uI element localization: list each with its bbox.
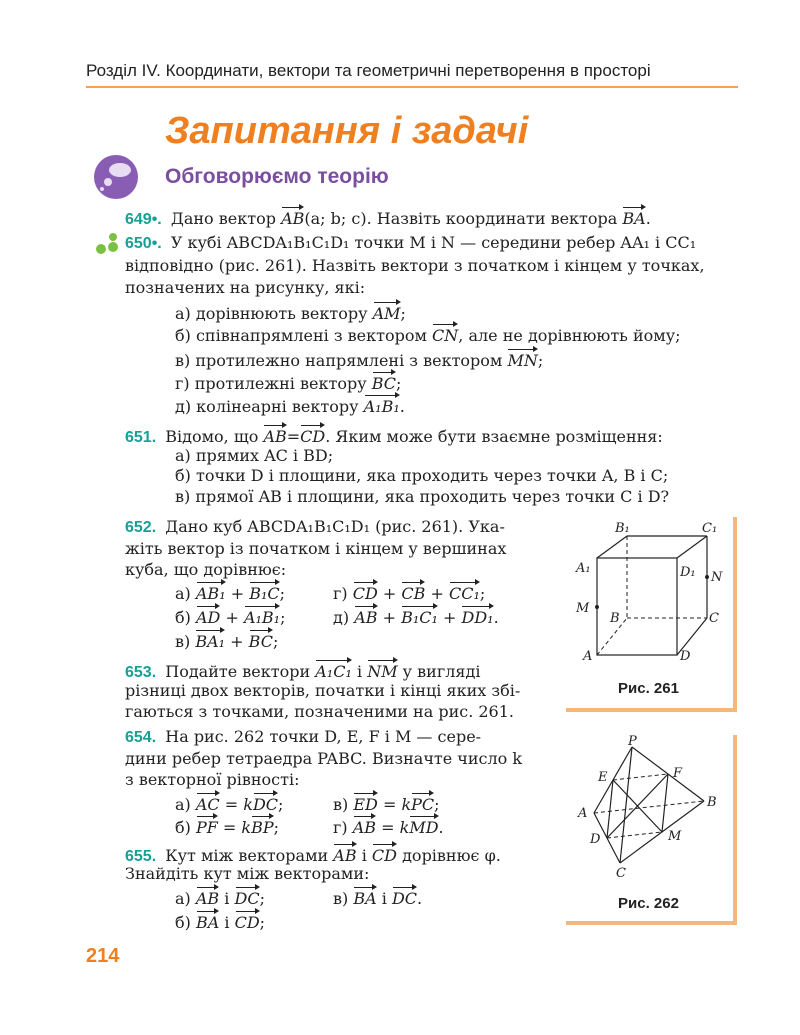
running-header: Розділ IV. Координати, вектори та геометричні перетворення в просторі [86, 61, 651, 80]
problem-652-g: г) CD + CB + CC₁; [333, 581, 485, 604]
label-C1: C₁ [702, 521, 718, 536]
problem-652-line2: жіть вектор із початком і кінцем у вершинах [125, 539, 507, 558]
fig262-frame-bottom [566, 921, 737, 925]
label-B: B [707, 795, 717, 810]
label-M: M [576, 601, 590, 616]
problem-655-v: в) BA і DC. [333, 886, 422, 909]
problem-654-g: г) AB = kMD. [333, 815, 444, 838]
problem-653: 653. Подайте вектори A₁C₁ і NM у вигляді [125, 659, 480, 683]
label-D1: D₁ [680, 565, 696, 580]
problem-652-b: б) AD + A₁B₁; [175, 605, 285, 628]
discussion-bubble-icon [92, 153, 140, 201]
problem-652-c: в) BA₁ + BC; [175, 629, 278, 652]
label-C: C [709, 611, 719, 626]
problem-652-line3: куба, що дорівнює: [125, 560, 287, 579]
problem-650-b: б) співнапрямлені з вектором CN, але не дорівнюють йому; [175, 323, 681, 346]
fig262-caption: Рис. 262 [618, 895, 679, 912]
problem-651-a: а) прямих AC і BD; [175, 446, 334, 465]
label-A: A [578, 806, 588, 821]
label-E: E [598, 770, 608, 785]
problem-651-c: в) прямої AB і площини, яка проходить через точки C і D? [175, 487, 670, 506]
section-title: Запитання і задачі [165, 110, 529, 152]
fig261-caption: Рис. 261 [618, 680, 679, 697]
problem-650-line2: відповідно (рис. 261). Назвіть вектори з початком і кінцем у точках, [125, 256, 705, 275]
label-B1: B₁ [615, 521, 630, 536]
label-C: C [616, 866, 626, 881]
header-divider [86, 86, 738, 88]
problem-655-line2: Знайдіть кут між векторами: [125, 864, 370, 883]
label-F: F [673, 766, 683, 781]
fig261-cube [570, 518, 730, 670]
fig262-tetrahedron [570, 733, 730, 883]
label-P: P [628, 734, 637, 749]
problem-655-a: а) AB і DC; [175, 886, 265, 909]
page-number: 214 [86, 945, 120, 967]
difficulty-dots-icon [95, 233, 121, 255]
problem-650-a: а) дорівнюють вектору AM; [175, 301, 406, 324]
problem-651-b: б) точки D і площини, яка проходить через точки A, B і C; [175, 466, 669, 485]
problem-649: 649•. Дано вектор AB(a; b; c). Назвіть координати вектора BA. [125, 206, 651, 230]
problem-654-v: в) ED = kPC; [333, 792, 440, 815]
problem-652-d: д) AB + B₁C₁ + DD₁. [333, 605, 499, 628]
label-A1: A₁ [576, 561, 591, 576]
fig261-frame-bottom [566, 708, 737, 712]
problem-654-a: а) AC = kDC; [175, 792, 283, 815]
problem-653-line2: різниці двох векторів, початки і кінці яких збі- [125, 681, 521, 700]
label-B: B [610, 611, 620, 626]
problem-655-b: б) BA і CD; [175, 910, 265, 933]
point-M [595, 605, 599, 609]
label-N: N [711, 570, 723, 585]
fig261-frame-right [733, 517, 737, 712]
problem-652: 652. Дано куб ABCDA₁B₁C₁D₁ (рис. 261). Ука- [125, 517, 505, 536]
label-D: D [590, 832, 601, 847]
problem-655: 655. Кут між векторами AB і CD дорівнює φ. [125, 843, 501, 867]
problem-653-line3: гаються з точками, позначеними на рис. 261. [125, 702, 514, 721]
problem-654-line2: дини ребер тетраедра PABC. Визначте число k [125, 749, 523, 768]
problem-654-line3: з векторної рівності: [125, 770, 300, 789]
label-D: D [680, 649, 691, 664]
problem-652-a: а) AB₁ + B₁C; [175, 581, 285, 604]
problem-654: 654. На рис. 262 точки D, E, F і M — сере- [125, 727, 482, 746]
point-N [705, 575, 709, 579]
problem-651: 651. Відомо, що AB=CD. Яким може бути взаємне розміщення: [125, 424, 663, 448]
problem-650-line3: позначених на рисунку, які: [125, 278, 366, 297]
label-A: A [583, 649, 593, 664]
problem-654-b: б) PF = kBP; [175, 815, 279, 838]
problem-650: 650•. У кубі ABCDA₁B₁C₁D₁ точки M і N — середини ребер AA₁ і CC₁ [125, 233, 697, 252]
label-M: M [668, 829, 682, 844]
problem-650-c: в) протилежно напрямлені з вектором MN; [175, 348, 543, 371]
problem-650-d: г) протилежні вектору BC; [175, 371, 401, 394]
problem-650-e: д) колінеарні вектору A₁B₁. [175, 394, 405, 417]
section-subtitle: Обговорюємо теорію [165, 165, 389, 188]
cube-front-face [597, 558, 677, 655]
fig262-frame-right [733, 735, 737, 925]
